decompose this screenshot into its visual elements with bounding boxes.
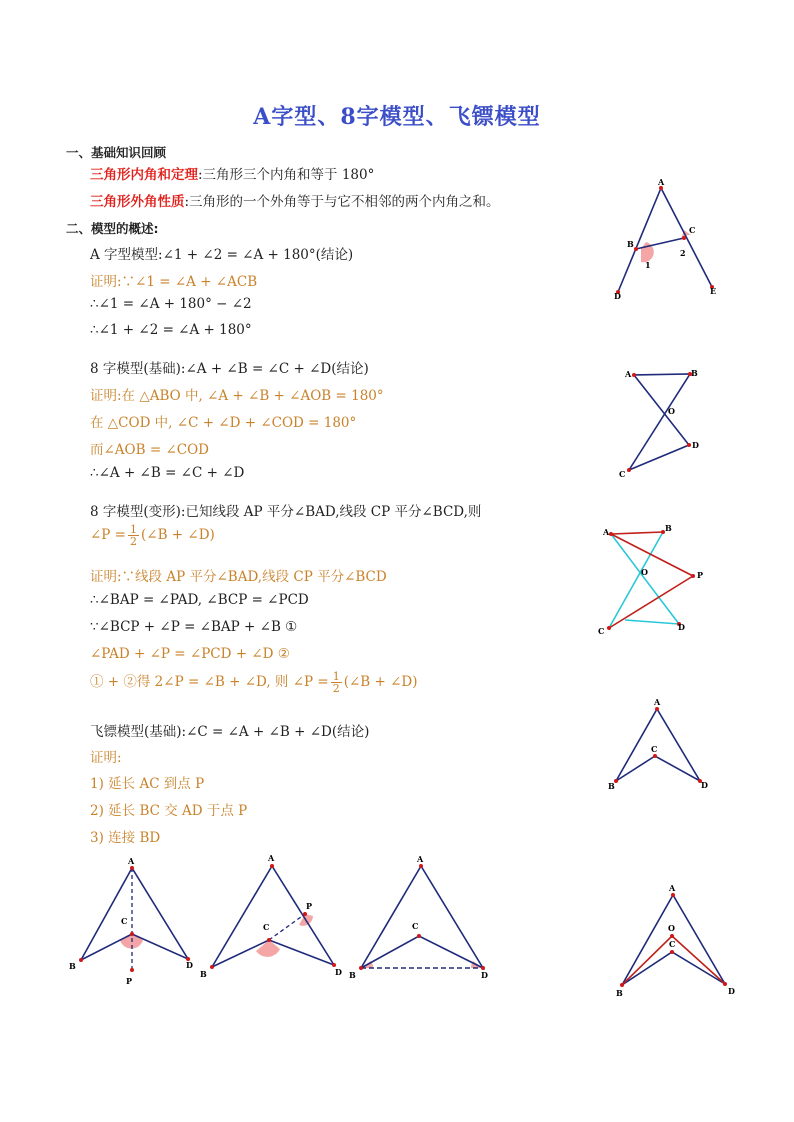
proof-line: 证明:在 △ABO 中, ∠A + ∠B + ∠AOB = 180° <box>90 388 384 404</box>
label-c: C <box>121 916 128 926</box>
fraction-denominator: 2 <box>130 535 137 548</box>
eight-variant-statement: 8 字模型(变形):已知线段 AP 平分∠BAD,线段 CP 平分∠BCD,则 <box>90 504 482 520</box>
line-cp-dashed <box>269 914 305 940</box>
point-d <box>723 982 727 986</box>
label-a: A <box>654 697 661 707</box>
line-bc <box>636 238 684 249</box>
point-c <box>682 236 686 240</box>
eight-variant-result <box>90 524 215 547</box>
label-a: A <box>268 853 275 863</box>
label-d: D <box>335 967 342 977</box>
label-c: C <box>619 469 626 479</box>
proof-conclusion <box>90 670 418 694</box>
label-c: C <box>263 922 270 932</box>
point-b <box>79 958 83 962</box>
proof-line: ∴∠BAP = ∠PAD, ∠BCP = ∠PCD <box>90 592 309 608</box>
dart-statement: 飞镖模型(基础):∠C = ∠A + ∠B + ∠D(结论) <box>90 724 370 740</box>
label-b: B <box>691 368 698 378</box>
label-b: B <box>608 781 615 791</box>
point-d <box>687 443 691 447</box>
theorem-interior-angle-sum <box>90 163 374 183</box>
proof-line: ∵∠BCP + ∠P = ∠BAP + ∠B ① <box>90 619 298 635</box>
figure-dart-proof-2 <box>195 848 350 988</box>
proof-line: ∴∠1 = ∠A + 180° − ∠2 <box>90 296 252 312</box>
label-angle-2: 2 <box>680 248 686 258</box>
label-c: C <box>412 921 419 931</box>
figure-lines <box>361 866 483 968</box>
label-a: A <box>417 854 424 864</box>
theorem-name: 三角形外角性质 <box>90 194 185 210</box>
line-cp <box>609 576 693 628</box>
point-c <box>267 938 271 942</box>
point-a <box>655 707 659 711</box>
page-title: A字型、8字模型、飞镖模型 <box>253 104 541 130</box>
fraction-denominator: 2 <box>332 682 340 695</box>
point-b <box>634 247 638 251</box>
proof-line: 证明:∵∠1 = ∠A + ∠ACB <box>90 274 258 290</box>
result-rhs: (∠B + ∠D) <box>141 527 215 543</box>
figure-eight-variant <box>595 520 720 640</box>
label-d: D <box>701 780 708 790</box>
label-c: C <box>689 225 696 235</box>
point-p <box>303 912 307 916</box>
label-a: A <box>625 369 632 379</box>
label-o: O <box>668 406 675 416</box>
proof-line: 2) 延长 BC 交 AD 于点 P <box>90 803 248 819</box>
label-d: D <box>728 986 735 996</box>
point-c <box>130 932 134 936</box>
label-d: D <box>481 970 488 980</box>
result-lhs: ∠P = <box>90 527 126 543</box>
fraction-numerator: 1 <box>332 670 340 683</box>
label-d: D <box>692 440 699 450</box>
proof-line: ∴∠A + ∠B = ∠C + ∠D <box>90 465 245 481</box>
line-cd <box>625 620 679 624</box>
figure-lines <box>616 709 700 781</box>
proof-line: 1) 延长 AC 到点 P <box>90 776 205 792</box>
point-b <box>359 966 363 970</box>
label-o: O <box>668 923 675 933</box>
label-b: B <box>69 961 76 971</box>
label-b: B <box>627 239 634 249</box>
label-a: A <box>669 883 676 893</box>
proof-line: 3) 连接 BD <box>90 830 161 846</box>
line-ad <box>618 188 661 292</box>
label-p: P <box>306 901 313 911</box>
label-p: P <box>126 976 133 986</box>
label-a: A <box>658 177 665 187</box>
proof-line: 在 △COD 中, ∠C + ∠D + ∠COD = 180° <box>90 415 357 431</box>
point-b <box>210 965 214 969</box>
point-c <box>627 468 631 472</box>
figure-lines <box>629 374 690 470</box>
point-a <box>130 866 134 870</box>
line-ae <box>661 188 712 287</box>
conclusion-text: ① + ②得 2∠P = ∠B + ∠D, 则 ∠P = <box>90 674 329 690</box>
line-ab <box>611 532 663 534</box>
label-o: O <box>641 567 648 577</box>
point-o <box>670 934 674 938</box>
label-d: D <box>678 622 685 632</box>
line-ad <box>611 534 679 624</box>
point-c <box>670 950 674 954</box>
fraction <box>331 671 342 694</box>
section-heading-overview: 二、模型的概述: <box>66 221 159 236</box>
figure-eight-basic <box>615 365 705 480</box>
label-c: C <box>669 939 676 949</box>
label-d: D <box>614 291 621 300</box>
point-c <box>607 626 611 630</box>
point-c <box>653 754 657 758</box>
proof-line: 证明: <box>90 750 122 766</box>
proof-line: ∠PAD + ∠P = ∠PCD + ∠D ② <box>90 646 290 662</box>
label-b: B <box>349 970 356 980</box>
label-a: A <box>128 856 135 866</box>
label-e: E <box>710 286 717 296</box>
label-b: B <box>200 969 207 979</box>
fraction-numerator: 1 <box>130 523 137 536</box>
point-a <box>419 864 423 868</box>
label-b: B <box>616 988 623 998</box>
label-c: C <box>651 744 658 754</box>
theorem-name: 三角形内角和定理 <box>90 167 198 183</box>
figure-a-model <box>600 175 730 300</box>
point-b <box>620 983 624 987</box>
fraction <box>128 524 139 547</box>
point-a <box>671 893 675 897</box>
label-p: P <box>697 570 704 580</box>
point-a <box>270 864 274 868</box>
figure-dart-nested <box>605 880 740 1005</box>
figure-dart-proof-3 <box>340 850 495 985</box>
theorem-text: :三角形三个内角和等于 180° <box>198 167 375 183</box>
point-p <box>691 574 695 578</box>
line-ap <box>611 534 693 576</box>
a-model-statement: A 字型模型:∠1 + ∠2 = ∠A + 180°(结论) <box>90 247 354 263</box>
point-p <box>130 968 134 972</box>
point-c <box>417 934 421 938</box>
label-angle-1: 1 <box>645 260 651 270</box>
figure-dart-proof-1 <box>60 850 205 990</box>
proof-line: 而∠AOB = ∠COD <box>90 442 209 458</box>
point-a <box>632 373 636 377</box>
figure-dart-basic <box>600 695 715 795</box>
label-a: A <box>603 527 610 537</box>
proof-line: ∴∠1 + ∠2 = ∠A + 180° <box>90 322 252 338</box>
conclusion-rhs: (∠B + ∠D) <box>343 674 418 690</box>
theorem-exterior-angle <box>90 190 500 210</box>
section-heading-basics: 一、基础知识回顾 <box>66 145 167 160</box>
label-d: D <box>186 960 193 970</box>
proof-line: 证明:∵线段 AP 平分∠BAD,线段 CP 平分∠BCD <box>90 569 387 585</box>
label-c: C <box>598 626 605 636</box>
theorem-text: :三角形的一个外角等于与它不相邻的两个内角之和。 <box>184 194 500 210</box>
point-a <box>609 532 613 536</box>
label-b: B <box>665 523 672 533</box>
eight-basic-statement: 8 字模型(基础):∠A + ∠B = ∠C + ∠D(结论) <box>90 361 369 377</box>
